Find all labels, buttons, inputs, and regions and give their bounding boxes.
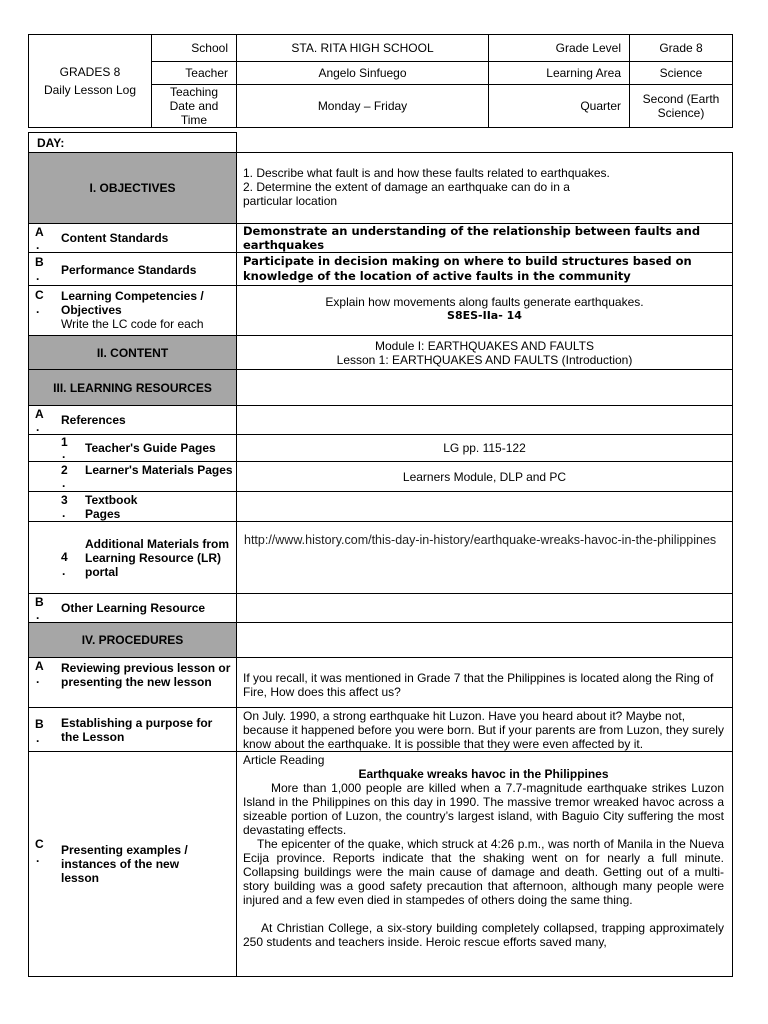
day-label: DAY: bbox=[37, 135, 65, 150]
letter-dot: . bbox=[36, 238, 40, 252]
teachers-guide-value-cell bbox=[236, 434, 733, 462]
school-value-cell bbox=[236, 34, 489, 62]
teacher-value-cell bbox=[236, 61, 489, 85]
resources-heading-cell bbox=[28, 369, 237, 406]
teacher-value: Angelo Sinfuego bbox=[318, 66, 407, 80]
purpose-value: On July. 1990, a strong earthquake hit Luzon. Have you heard about it? Maybe not, because it happened before you were born. But if your parents are from Luzon, they surely know about the earthquake. It is possible that they were even affected by it. bbox=[243, 709, 724, 751]
log-title-cell bbox=[28, 34, 152, 128]
objective-2: 2. Determine the extent of damage an earthquake can do in a bbox=[243, 180, 570, 194]
performance-standards-label: Performance Standards bbox=[61, 263, 197, 277]
other-resource-letter: B bbox=[35, 595, 44, 609]
additional-materials-num: 4 bbox=[61, 550, 68, 564]
num-dot: . bbox=[62, 447, 66, 461]
references-value-cell bbox=[236, 405, 733, 435]
module-title: Module I: EARTHQUAKES AND FAULTS bbox=[375, 338, 594, 353]
teaching-date-value: Monday – Friday bbox=[317, 99, 408, 113]
content-standards-letter: A bbox=[35, 225, 44, 239]
purpose-label-cell bbox=[28, 707, 237, 752]
article-cell bbox=[236, 751, 733, 977]
competencies-value: Explain how movements along faults generate earthquakes. bbox=[325, 295, 644, 309]
learning-area-value: Science bbox=[659, 66, 703, 80]
learners-materials-value-cell bbox=[236, 461, 733, 492]
objectives-heading-cell bbox=[28, 152, 237, 224]
reviewing-label-cell bbox=[28, 657, 237, 708]
textbook-label-cell bbox=[28, 491, 237, 522]
school-label: School bbox=[191, 41, 228, 55]
letter-dot: . bbox=[36, 851, 40, 865]
procedures-heading: IV. PROCEDURES bbox=[81, 633, 184, 647]
other-resource-label: Other Learning Resource bbox=[61, 601, 206, 615]
quarter-value-cell bbox=[629, 84, 733, 128]
num-dot: . bbox=[62, 506, 66, 520]
additional-materials-value-cell bbox=[236, 521, 733, 594]
competencies-label: Learning Competencies / Objectives bbox=[61, 289, 204, 317]
references-label-cell bbox=[28, 405, 237, 435]
additional-materials-label-cell bbox=[28, 521, 237, 594]
learners-materials-label-cell bbox=[28, 461, 237, 492]
content-standards-value: Demonstrate an understanding of the relationship between faults and earthquakes bbox=[243, 224, 701, 252]
purpose-letter: B bbox=[35, 717, 44, 731]
performance-standards-label-cell bbox=[28, 252, 237, 286]
procedures-heading-cell bbox=[28, 622, 237, 658]
article-title: Earthquake wreaks havoc in the Philippines bbox=[358, 767, 609, 781]
learners-materials-value: Learners Module, DLP and PC bbox=[402, 469, 567, 484]
article-paragraph-2: The epicenter of the quake, which struck at 4:26 p.m., was north of Manila in the Nueva Ecija province. Reports indicate that the shaking went on for nearly a full minute. Collapsing buildings were the main cause of damage and death. Getting out of a multi-story building was a good safety precaution that afternoon, although many people were injured and a few even died in stampedes of others doing the same thing. bbox=[243, 837, 724, 907]
learning-area-label-cell bbox=[488, 61, 630, 85]
teacher-label-cell bbox=[151, 61, 237, 85]
lr-portal-link[interactable]: http://www.history.com/this-day-in-history/earthquake-wreaks-havoc-in-the-philippines bbox=[244, 533, 717, 547]
teaching-date-label: Teaching Date and Time bbox=[169, 85, 219, 127]
grade-level-label-cell bbox=[488, 34, 630, 62]
learners-materials-num: 2 bbox=[61, 463, 68, 477]
quarter-label-cell bbox=[488, 84, 630, 128]
objectives-heading: I. OBJECTIVES bbox=[89, 181, 176, 195]
objective-3: particular location bbox=[243, 194, 338, 208]
competencies-code: S8ES-IIa- 14 bbox=[447, 309, 522, 322]
references-label: References bbox=[61, 413, 126, 427]
content-heading: II. CONTENT bbox=[96, 345, 169, 360]
day-label-cell bbox=[28, 132, 237, 153]
presenting-letter: C bbox=[35, 837, 44, 851]
reviewing-label: Reviewing previous lesson or presenting the new lesson bbox=[61, 661, 231, 689]
grade-level-value-cell bbox=[629, 34, 733, 62]
performance-standards-value: Participate in decision making on where to build structures based on knowledge of the location of active faults in the community bbox=[243, 254, 692, 283]
reviewing-value-cell bbox=[236, 657, 733, 708]
textbook-label: Textbook Pages bbox=[85, 493, 138, 521]
teaching-date-label-cell bbox=[151, 84, 237, 128]
article-kicker: Article Reading bbox=[243, 753, 325, 767]
presenting-label: Presenting examples / instances of the new lesson bbox=[61, 843, 188, 885]
teacher-label: Teacher bbox=[185, 66, 228, 80]
school-value: STA. RITA HIGH SCHOOL bbox=[291, 41, 434, 55]
reviewing-value: If you recall, it was mentioned in Grade 7 that the Philippines is located along the Ring of Fire, How does this affect us? bbox=[243, 671, 714, 699]
competencies-letter: C bbox=[35, 288, 44, 302]
learning-area-value-cell bbox=[629, 61, 733, 85]
school-label-cell bbox=[151, 34, 237, 62]
competencies-sublabel: Write the LC code for each bbox=[61, 317, 204, 331]
resources-heading: III. LEARNING RESOURCES bbox=[53, 380, 212, 395]
presenting-label-cell bbox=[28, 751, 237, 977]
lesson-title: Lesson 1: EARTHQUAKES AND FAULTS (Introduction) bbox=[336, 352, 633, 367]
grade-level-label: Grade Level bbox=[555, 41, 621, 55]
letter-dot: . bbox=[36, 731, 40, 745]
purpose-value-cell bbox=[236, 707, 733, 752]
teachers-guide-value: LG pp. 115-122 bbox=[443, 441, 526, 455]
performance-standards-letter: B bbox=[35, 255, 44, 269]
content-standards-label: Content Standards bbox=[61, 231, 169, 245]
teachers-guide-num: 1 bbox=[61, 435, 68, 449]
content-standards-label-cell bbox=[28, 223, 237, 253]
teachers-guide-label-cell bbox=[28, 434, 237, 462]
references-letter: A bbox=[35, 407, 44, 421]
letter-dot: . bbox=[36, 672, 40, 686]
teaching-date-value-cell bbox=[236, 84, 489, 128]
num-dot: . bbox=[62, 564, 66, 578]
objective-1: 1. Describe what fault is and how these faults related to earthquakes. bbox=[243, 166, 610, 180]
learners-materials-label: Learner's Materials Pages bbox=[85, 463, 233, 477]
competencies-label-cell bbox=[28, 285, 237, 336]
letter-dot: . bbox=[36, 420, 40, 434]
content-value-cell bbox=[236, 335, 733, 370]
log-subtitle: Daily Lesson Log bbox=[43, 83, 137, 97]
other-resource-label-cell bbox=[28, 593, 237, 623]
purpose-label: Establishing a purpose for the Lesson bbox=[61, 716, 213, 744]
article-paragraph-1: More than 1,000 people are killed when a 7.7-magnitude earthquake strikes Luzon Island in the Philippines on this day in 1990. The massive tremor wreaked havoc across a sizeable portion of Luzon, the country’s largest island, with Baguio City suffering the most devastating effects. bbox=[243, 781, 724, 837]
content-heading-cell bbox=[28, 335, 237, 370]
additional-materials-label: Additional Materials from Learning Resource (LR) portal bbox=[85, 537, 230, 579]
procedures-value-cell bbox=[236, 622, 733, 658]
textbook-value-cell bbox=[236, 491, 733, 522]
objectives-text-cell bbox=[236, 152, 733, 224]
letter-dot: . bbox=[36, 608, 40, 622]
other-resource-value-cell bbox=[236, 593, 733, 623]
teachers-guide-label: Teacher's Guide Pages bbox=[85, 441, 216, 455]
competencies-value-cell bbox=[236, 285, 733, 336]
reviewing-letter: A bbox=[35, 659, 44, 673]
num-dot: . bbox=[62, 476, 66, 490]
resources-value-cell bbox=[236, 369, 733, 406]
letter-dot: . bbox=[36, 269, 40, 283]
content-standards-value-cell bbox=[236, 223, 733, 253]
quarter-label: Quarter bbox=[580, 99, 621, 113]
grade-level-value: Grade 8 bbox=[659, 41, 703, 55]
quarter-value: Second (Earth Science) bbox=[642, 92, 720, 120]
textbook-num: 3 bbox=[61, 493, 68, 507]
log-title: GRADES 8 bbox=[59, 65, 121, 79]
article-paragraph-3: At Christian College, a six-story building completely collapsed, trapping approximately 250 students and teachers inside. Heroic rescue efforts saved many, bbox=[243, 921, 724, 949]
performance-standards-value-cell bbox=[236, 252, 733, 286]
learning-area-label: Learning Area bbox=[546, 66, 621, 80]
letter-dot: . bbox=[36, 302, 40, 316]
